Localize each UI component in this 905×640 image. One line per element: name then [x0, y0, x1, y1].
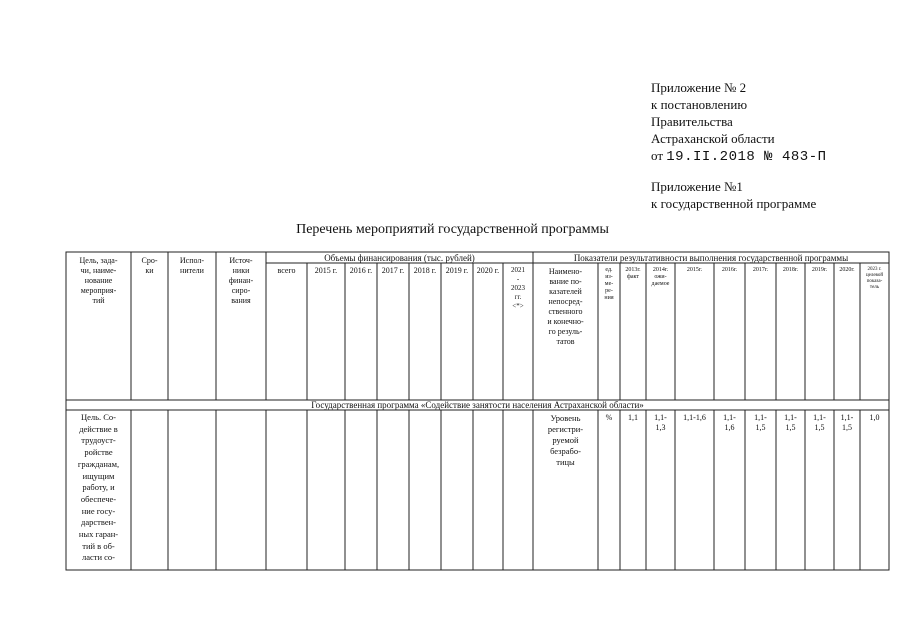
- annex-date-prefix: от: [651, 148, 664, 163]
- header-i2020: 2020г.: [839, 267, 855, 273]
- header-sources: Источ- ники финан- сиро- вания: [228, 256, 254, 305]
- program-row: Государственная программа «Содействие занятости населения Астраханской области»: [311, 400, 644, 410]
- header-i2014: 2014г. ожи- даемое: [651, 267, 670, 287]
- header-terms: Сро- ки: [141, 256, 158, 275]
- indicator-name: Уровень регистри- руемой безрабо- тицы: [547, 413, 584, 467]
- value-2014: 1,1- 1,3: [654, 413, 667, 432]
- header-funding-group: Объемы финансирования (тыс. рублей): [324, 253, 475, 263]
- header-goal: Цель, зада- чи, наиме- нование мероприя- тий: [79, 256, 118, 305]
- header-2016: 2016 г.: [349, 266, 373, 275]
- header-indicators-group: Показатели результативности выполнения государственной программы: [573, 253, 849, 263]
- annex-line-6: Приложение №1: [651, 179, 743, 194]
- annex-line-4: Астраханской области: [651, 131, 775, 146]
- value-2019: 1,1- 1,5: [813, 413, 826, 432]
- header-2017: 2017 г.: [381, 266, 405, 275]
- header-i2013: 2013г. факт: [625, 267, 641, 280]
- header-2015: 2015 г.: [314, 266, 338, 275]
- annex-line-7: к государственной программе: [651, 196, 817, 211]
- header-indicator-name: Наимено- вание по- казателей непосред- ственного и конечно- го резуль- татов: [547, 267, 584, 346]
- header-i2023: 2023 г. целевой показа- тель: [865, 267, 884, 290]
- value-2015: 1,1-1,6: [683, 413, 706, 422]
- header-i2016: 2016г.: [721, 267, 738, 273]
- value-2017: 1,1- 1,5: [754, 413, 767, 432]
- document-title: Перечень мероприятий государственной программы: [296, 222, 609, 237]
- header-i2018: 2018г.: [782, 267, 799, 273]
- annex-line-3: Правительства: [651, 114, 733, 129]
- annex-line-2: к постановлению: [651, 97, 748, 112]
- indicator-unit: %: [605, 413, 613, 422]
- annex-date-number: 19.II.2018 № 483-П: [666, 149, 827, 165]
- header-i2015: 2015г.: [686, 267, 703, 273]
- value-2020: 1,1- 1,5: [840, 413, 854, 432]
- header-2021-2023: 2021 - 2023 гг. <*>: [511, 266, 525, 310]
- annex-line-1: Приложение № 2: [651, 80, 747, 95]
- value-2016: 1,1- 1,6: [723, 413, 736, 432]
- goal-text: Цель. Со- действие в трудоуст- ройстве гражданам, ищущим работу, и обеспече- ние госу- дарствен- ных гаран- тий в об- ласти со-: [77, 412, 120, 563]
- header-2019: 2019 г.: [445, 266, 469, 275]
- header-executors: Испол- нители: [179, 256, 205, 275]
- column-lines-body: [131, 410, 860, 570]
- header-total: всего: [277, 266, 296, 275]
- header-2018: 2018 г.: [413, 266, 437, 275]
- header-2020: 2020 г.: [476, 266, 500, 275]
- table-border: [66, 252, 889, 570]
- header-unit: ед. из- ме- ре- ния: [604, 267, 614, 301]
- value-2018: 1,1- 1,5: [784, 413, 797, 432]
- value-2023: 1,0: [869, 413, 880, 422]
- header-i2019: 2019г.: [811, 267, 828, 273]
- header-i2017: 2017г.: [752, 267, 769, 273]
- value-2013: 1,1: [628, 413, 638, 422]
